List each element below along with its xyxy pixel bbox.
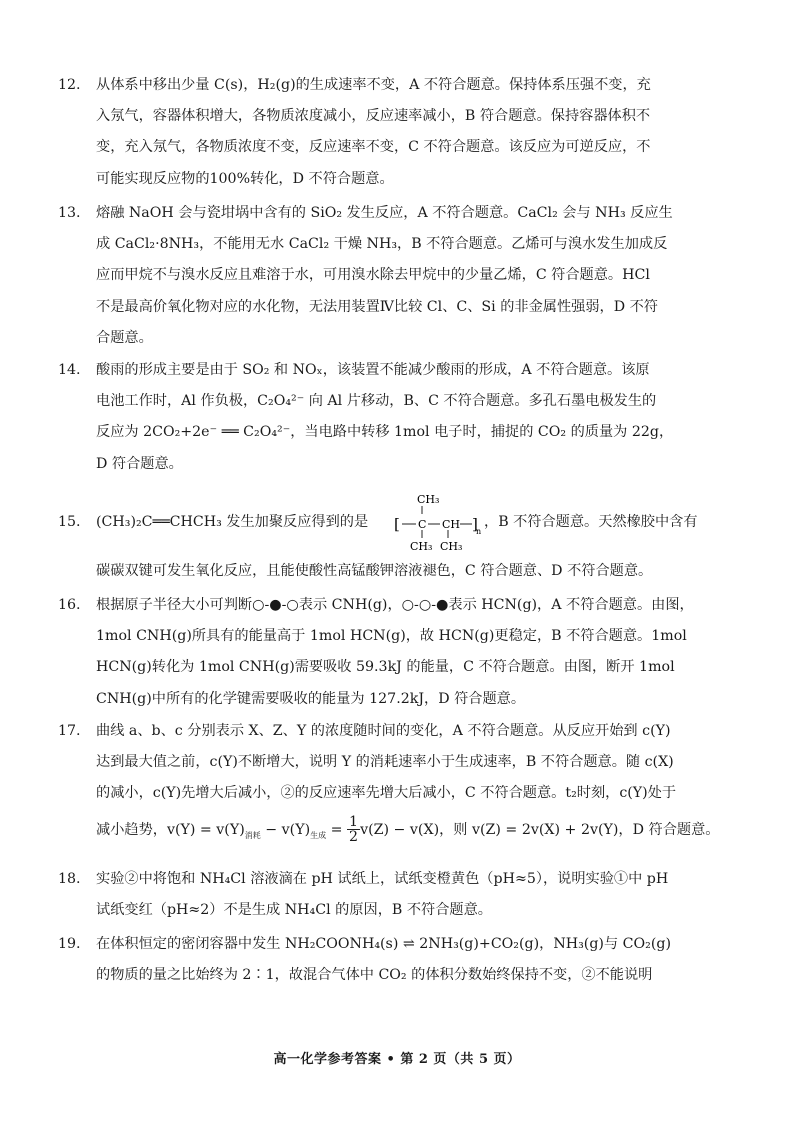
answer-text: ，B 不符合题意。天然橡胶中含有	[484, 514, 698, 530]
answer-item-14	[58, 355, 716, 480]
item-number: 14.	[58, 362, 81, 378]
item-number: 13.	[58, 205, 81, 221]
answer-line-with-formula	[96, 810, 720, 850]
answer-line: 电池工作时，Al 作负极，C₂O₄²⁻ 向 Al 片移动，B、C 不符合题意。多孔石墨电极发生的	[96, 393, 657, 410]
formula-text: =	[326, 821, 348, 838]
answer-item-16	[58, 590, 716, 715]
answer-line: 达到最大值之前，c(Y)不断增大，说明 Y 的消耗速率小于生成速率，B 不符合题意。随 c(X)	[96, 754, 674, 771]
page-footer: 高一化学参考答案 • 第 2 页（共 5 页）	[273, 1052, 521, 1067]
polymer-c1: C	[418, 518, 427, 531]
polymer-c2: CH	[442, 518, 461, 531]
item-number: 16.	[58, 597, 81, 613]
answer-line: 酸雨的形成主要是由于 SO₂ 和 NOₓ，该装置不能减少酸雨的形成，A 不符合题意。该原	[96, 362, 650, 378]
answer-line: 碳碳双键可发生氧化反应，且能使酸性高锰酸钾溶液褪色，C 符合题意、D 不符合题意。	[96, 563, 653, 579]
item-number: 17.	[58, 723, 81, 739]
answer-line: 可能实现反应物的100%转化，D 不符合题意。	[96, 170, 394, 187]
answer-line: 应而甲烷不与溴水反应且难溶于水，可用溴水除去甲烷中的少量乙烯，C 符合题意。HCl	[96, 267, 650, 284]
fraction-numerator: 1	[349, 814, 359, 831]
answer-item-12	[58, 70, 716, 195]
formula-subscript: 消耗	[244, 830, 261, 840]
item-number: 12.	[58, 77, 81, 93]
answer-line: 反应为 2CO₂+2e⁻ ══ C₂O₄²⁻，当电路中转移 1mol 电子时，捕捉的 CO₂ 的质量为 22g，	[96, 424, 674, 441]
answer-line: 不是最高价氧化物对应的水化物，无法用装置Ⅳ比较 Cl、C、Si 的非金属性强弱，D 不符	[96, 298, 658, 315]
answer-line: 根据原子半径大小可判断○-●-○表示 CNH(g)，○-○-●表示 HCN(g)，A 不符合题意。由图，	[96, 597, 694, 613]
answer-item-18	[58, 864, 716, 926]
answer-item-17	[58, 716, 720, 850]
item-number: 15.	[58, 514, 81, 530]
answer-line: 成 CaCl₂·8NH₃，不能用无水 CaCl₂ 干燥 NH₃，B 不符合题意。乙烯可与溴水发生加成反	[96, 236, 668, 253]
answer-line: 的物质的量之比始终为 2∶1，故混合气体中 CO₂ 的体积分数始终保持不变，②不能说明	[96, 967, 653, 984]
answer-line: 试纸变红（pH≈2）不是生成 NH₄Cl 的原因，B 不符合题意。	[96, 902, 492, 919]
answer-line: 1mol CNH(g)所具有的能量高于 1mol HCN(g)，故 HCN(g)更稳定，B 不符合题意。1mol	[96, 628, 687, 645]
answer-line: 合题意。	[96, 329, 153, 346]
svg-text:]: ]	[472, 515, 478, 533]
svg-text:[: [	[394, 515, 400, 533]
answer-line: 的减小，c(Y)先增大后减小，②的反应速率先增大后减小，C 不符合题意。t₂时刻，c(Y)处于	[96, 785, 677, 802]
polymer-bottom-group-2: CH₃	[440, 540, 463, 553]
answer-line: CNH(g)中所有的化学键需要吸收的能量为 127.2kJ，D 符合题意。	[96, 690, 526, 707]
answer-line: D 符合题意。	[96, 455, 183, 472]
answer-line: 熔融 NaOH 会与瓷坩埚中含有的 SiO₂ 发生反应，A 不符合题意。CaCl₂ 会与 NH₃ 反应生	[96, 205, 673, 221]
answer-line: 从体系中移出少量 C(s)，H₂(g)的生成速率不变，A 不符合题意。保持体系压强不变，充	[96, 77, 651, 93]
formula-text: − v(Y)	[260, 821, 311, 838]
answer-item-19	[58, 929, 716, 991]
formula-subscript: 生成	[310, 830, 327, 840]
fraction-denominator: 2	[349, 829, 359, 846]
answer-line: 曲线 a、b、c 分别表示 X、Z、Y 的浓度随时间的变化，A 不符合题意。从反应开始到 c(Y)	[96, 723, 671, 739]
answer-line: 入氖气，容器体积增大，各物质浓度减小，反应速率减小，B 符合题意。保持容器体积不	[96, 108, 651, 125]
formula-text: v(Z) − v(X)，则 v(Z) = 2v(X) + 2v(Y)，D 符合题意。	[360, 821, 720, 838]
item-number: 19.	[58, 936, 81, 952]
answer-line: HCN(g)转化为 1mol CNH(g)需要吸收 59.3kJ 的能量，C 不符合题意。由图，断开 1mol	[96, 659, 675, 676]
fraction	[347, 815, 360, 844]
answer-item-13	[58, 198, 716, 354]
polymer-bottom-group-1: CH₃	[410, 540, 433, 553]
polymer-top-group: CH₃	[417, 493, 440, 506]
formula-text: 减小趋势，v(Y) = v(Y)	[96, 821, 245, 838]
item-number: 18.	[58, 871, 81, 887]
answer-line: 变，充入氖气，各物质浓度不变，反应速率不变，C 不符合题意。该反应为可逆反应，不	[96, 139, 651, 156]
answer-line: 在体积恒定的密闭容器中发生 NH₂COONH₄(s) ⇌ 2NH₃(g)+CO₂(g)，NH₃(g)与 CO₂(g)	[96, 936, 671, 952]
answer-text: (CH₃)₂C══CHCH₃ 发生加聚反应得到的是	[96, 514, 369, 530]
answer-item-15	[58, 492, 716, 587]
answer-line: 实验②中将饱和 NH₄Cl 溶液滴在 pH 试纸上，试纸变橙黄色（pH≈5），说明实验①中 pH	[96, 871, 669, 887]
polymer-structure	[392, 492, 482, 554]
polymer-n: n	[476, 527, 482, 536]
